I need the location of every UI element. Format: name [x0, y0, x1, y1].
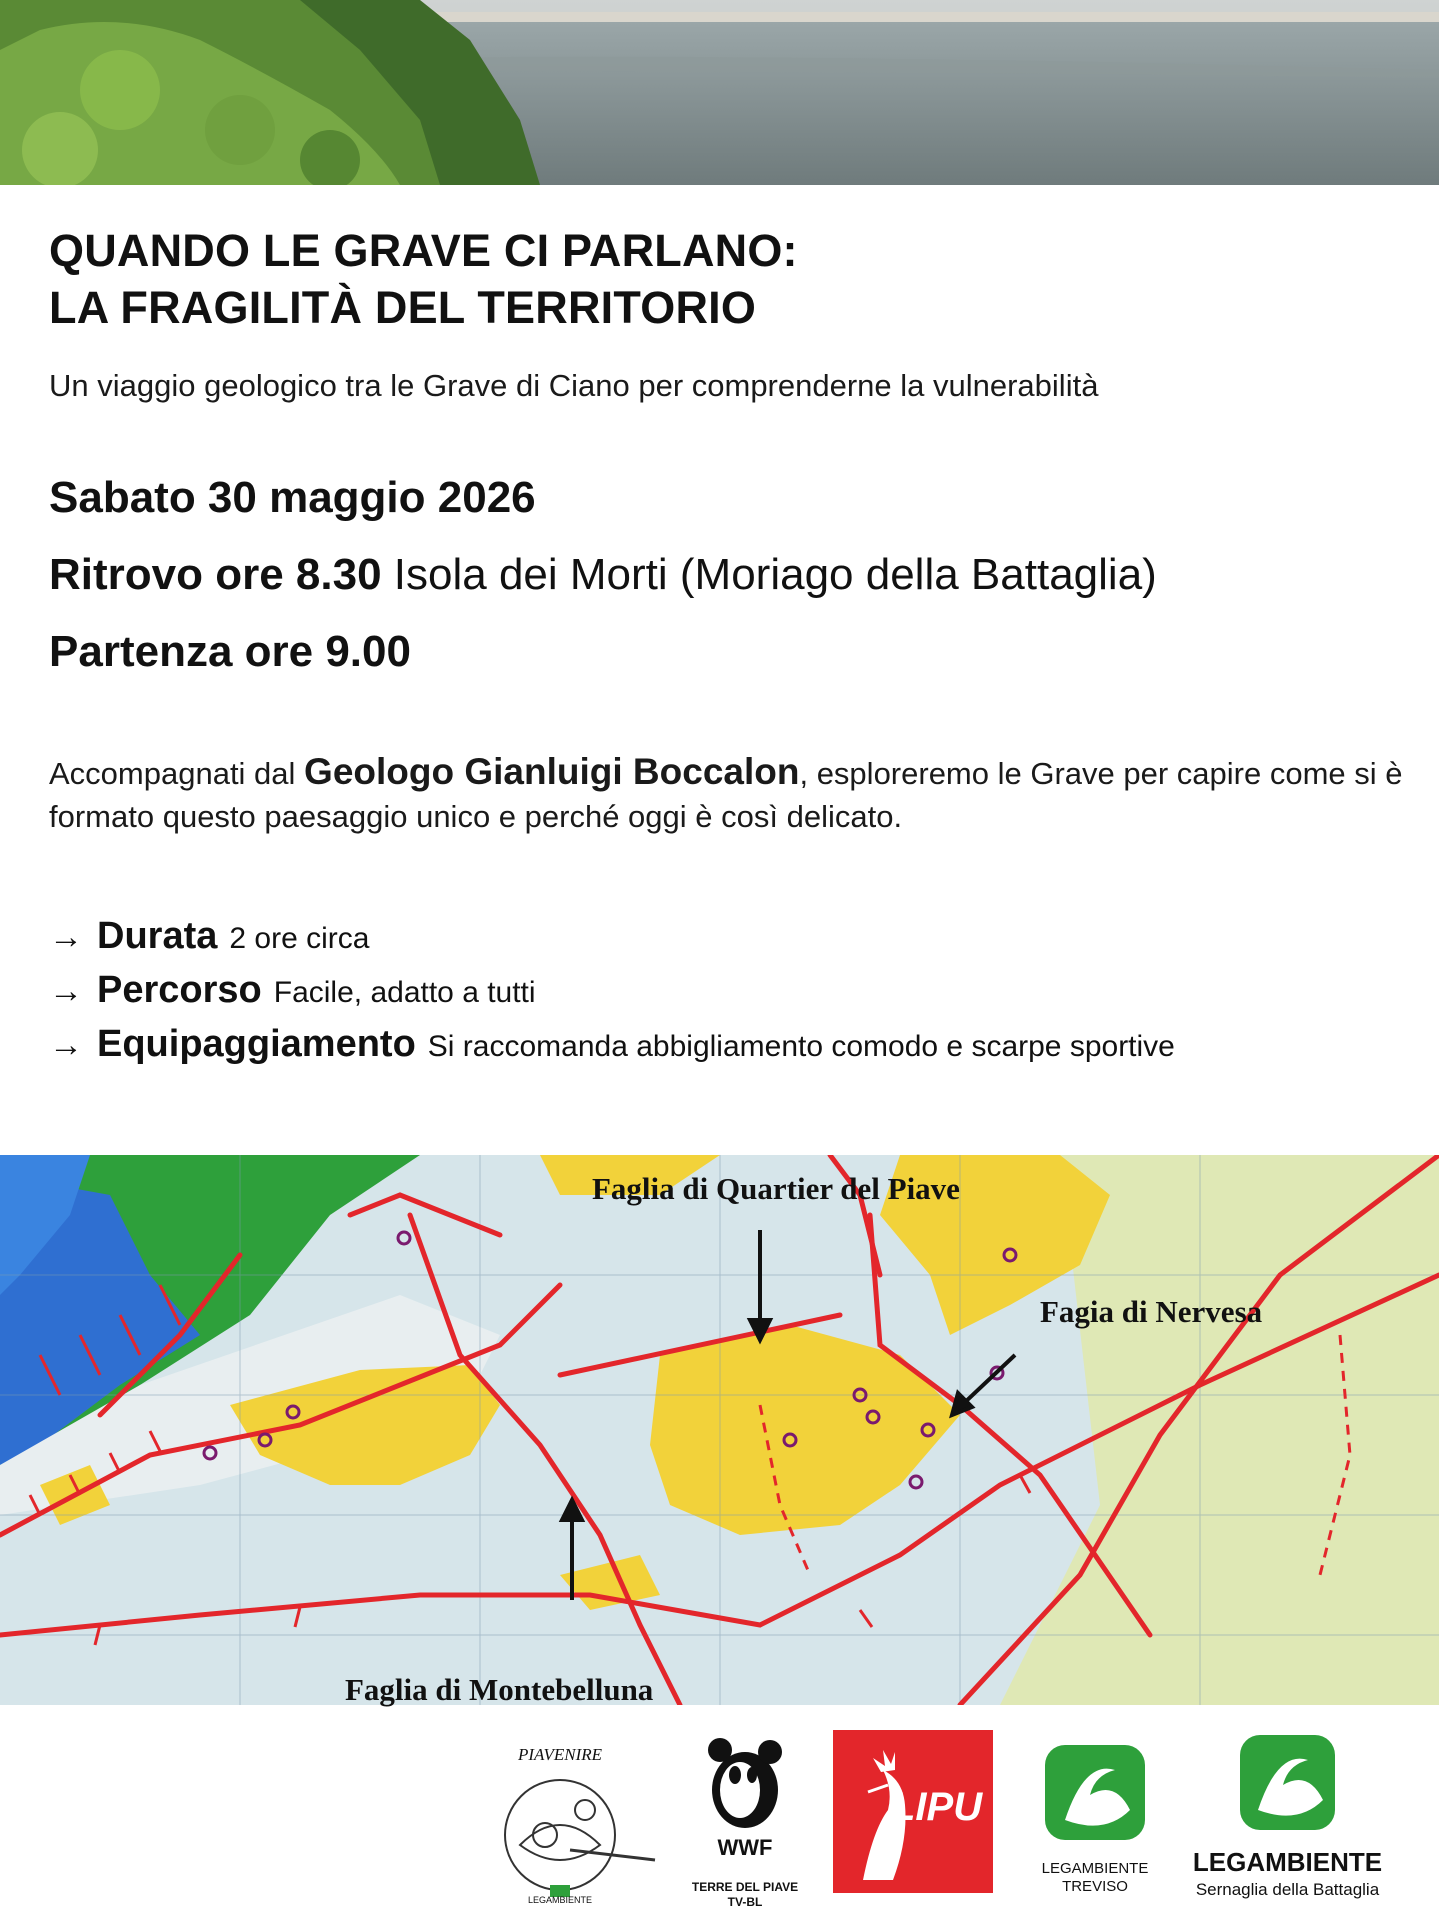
arrow-right-icon: →: [49, 972, 83, 1010]
info-item-durata: [49, 915, 369, 958]
map-label-montebelluna: Faglia di Montebelluna: [345, 1672, 654, 1707]
departure-info: Partenza ore 9.00: [49, 627, 411, 676]
info-value: 2 ore circa: [229, 922, 370, 955]
wwf-name: WWF: [717, 1835, 773, 1860]
legambiente-sb-line2: Sernaglia della Battaglia: [1195, 1880, 1380, 1899]
meeting-label: Ritrovo ore 8.30: [49, 550, 382, 599]
geological-map: [0, 1155, 1439, 1705]
legambiente-sernaglia-logo: [1180, 1735, 1395, 1915]
swan-icon: [1180, 1735, 1395, 1840]
wwf-line2: TV-BL: [727, 1895, 763, 1909]
lipu-name: LIPU: [891, 1785, 983, 1829]
lipu-logo: [833, 1730, 993, 1893]
panda-icon: [690, 1730, 800, 1840]
wwf-line1: TERRE DEL PIAVE: [691, 1880, 799, 1894]
arrow-right-icon: →: [49, 918, 83, 956]
arrow-right-icon: →: [49, 1026, 83, 1064]
legambiente-sb-line1: LEGAMBIENTE: [1192, 1847, 1383, 1877]
meeting-info: [49, 550, 1157, 600]
description-after: , esploreremo le Grave per capire come si è formato questo paesaggio unico e perché oggi è così delicato.: [49, 756, 1403, 834]
info-key: Percorso: [97, 969, 262, 1011]
swan-icon: [1025, 1740, 1165, 1850]
description-before: Accompagnati dal: [49, 756, 305, 791]
title-line-1: QUANDO LE GRAVE CI PARLANO:: [49, 225, 798, 276]
sponsor-logos: [0, 1705, 1439, 1918]
page-title: [49, 222, 798, 336]
description: [49, 750, 1409, 838]
legambiente-tv-line2: TREVISO: [1062, 1878, 1128, 1895]
wwf-logo: [690, 1730, 800, 1915]
info-value: Facile, adatto a tutti: [273, 976, 536, 1009]
map-label-nervesa: Fagia di Nervesa: [1040, 1294, 1263, 1329]
legambiente-treviso-logo: [1025, 1740, 1165, 1915]
info-item-equipaggiamento: [49, 1023, 1175, 1066]
piavenire-sub: LEGAMBIENTE: [527, 1895, 592, 1905]
info-value: Si raccomanda abbigliamento comodo e scarpe sportive: [427, 1030, 1175, 1063]
event-date: Sabato 30 maggio 2026: [49, 473, 536, 522]
map-label-quartier: Faglia di Quartier del Piave: [592, 1171, 960, 1206]
info-key: Durata: [97, 915, 218, 957]
info-item-percorso: [49, 969, 536, 1012]
info-key: Equipaggiamento: [97, 1023, 416, 1065]
title-line-2: LA FRAGILITÀ DEL TERRITORIO: [49, 282, 757, 333]
piavenire-logo: [490, 1745, 660, 1910]
piavenire-name: PIAVENIRE: [517, 1745, 603, 1764]
hero-photo: [0, 0, 1439, 185]
subtitle: Un viaggio geologico tra le Grave di Ciano per comprenderne la vulnerabilità: [49, 368, 1099, 403]
legambiente-tv-line1: LEGAMBIENTE: [1041, 1860, 1149, 1877]
meeting-place: Isola dei Morti (Moriago della Battaglia): [393, 550, 1157, 599]
guide-name: Geologo Gianluigi Boccalon: [304, 751, 800, 792]
